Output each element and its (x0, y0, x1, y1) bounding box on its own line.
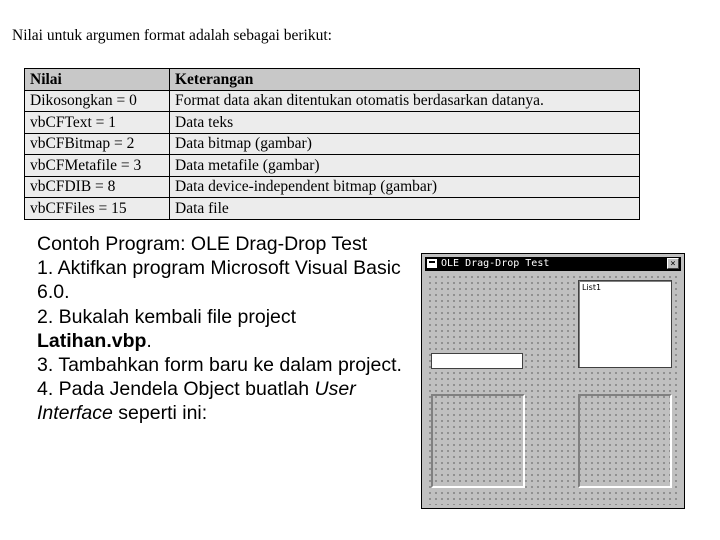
header-nilai: Nilai (25, 69, 170, 91)
table-row (25, 90, 640, 112)
step-4-text: 4. Pada Jendela Object buatlah (37, 378, 315, 401)
close-icon[interactable]: × (667, 258, 679, 269)
form-window-icon (427, 259, 437, 268)
cell-keterangan: Data device-independent bitmap (gambar) (170, 176, 640, 198)
table-row (25, 176, 640, 198)
picturebox-left[interactable] (431, 394, 525, 488)
form-design-grid[interactable] (425, 272, 681, 505)
intro-text: Nilai untuk argumen format adalah sebagai berikut: (12, 27, 332, 44)
cell-nilai: vbCFMetafile = 3 (25, 155, 170, 177)
textbox-control[interactable] (431, 353, 523, 369)
step-2 (37, 305, 412, 353)
section-heading: Contoh Program: OLE Drag-Drop Test (37, 233, 368, 255)
cell-keterangan: Data teks (170, 112, 640, 134)
step-4-end: seperti ini: (112, 402, 208, 425)
format-argument-table (24, 68, 640, 220)
form-title-bar[interactable] (425, 257, 681, 271)
cell-keterangan: Data bitmap (gambar) (170, 133, 640, 155)
cell-nilai: Dikosongkan = 0 (25, 90, 170, 112)
step-3: 3. Tambahkan form baru ke dalam project. (37, 354, 402, 377)
cell-keterangan: Format data akan ditentukan otomatis berdasarkan datanya. (170, 90, 640, 112)
project-filename: Latihan.vbp (37, 329, 147, 352)
cell-nilai: vbCFFiles = 15 (25, 198, 170, 220)
cell-keterangan: Data metafile (gambar) (170, 155, 640, 177)
step-2-text: 2. Bukalah kembali file project (37, 305, 297, 328)
table-row (25, 112, 640, 134)
picturebox-right[interactable] (578, 394, 672, 488)
cell-nilai: vbCFText = 1 (25, 112, 170, 134)
step-2-end: . (146, 329, 152, 352)
user-interface-term: User Interface (37, 378, 356, 425)
step-1: 1. Aktifkan program Microsoft Visual Basic 6.0. (37, 257, 401, 304)
table-row (25, 155, 640, 177)
table-header-row (25, 69, 640, 91)
table-row (25, 198, 640, 220)
cell-nilai: vbCFBitmap = 2 (25, 133, 170, 155)
instruction-text (37, 232, 412, 426)
cell-keterangan: Data file (170, 198, 640, 220)
table-row (25, 133, 640, 155)
cell-nilai: vbCFDIB = 8 (25, 176, 170, 198)
step-4 (37, 377, 412, 425)
header-keterangan: Keterangan (170, 69, 640, 91)
listbox-label: List1 (582, 283, 602, 292)
listbox-list1[interactable] (578, 280, 672, 368)
form-title: OLE Drag-Drop Test (441, 258, 550, 269)
vb-form-window (421, 253, 685, 509)
